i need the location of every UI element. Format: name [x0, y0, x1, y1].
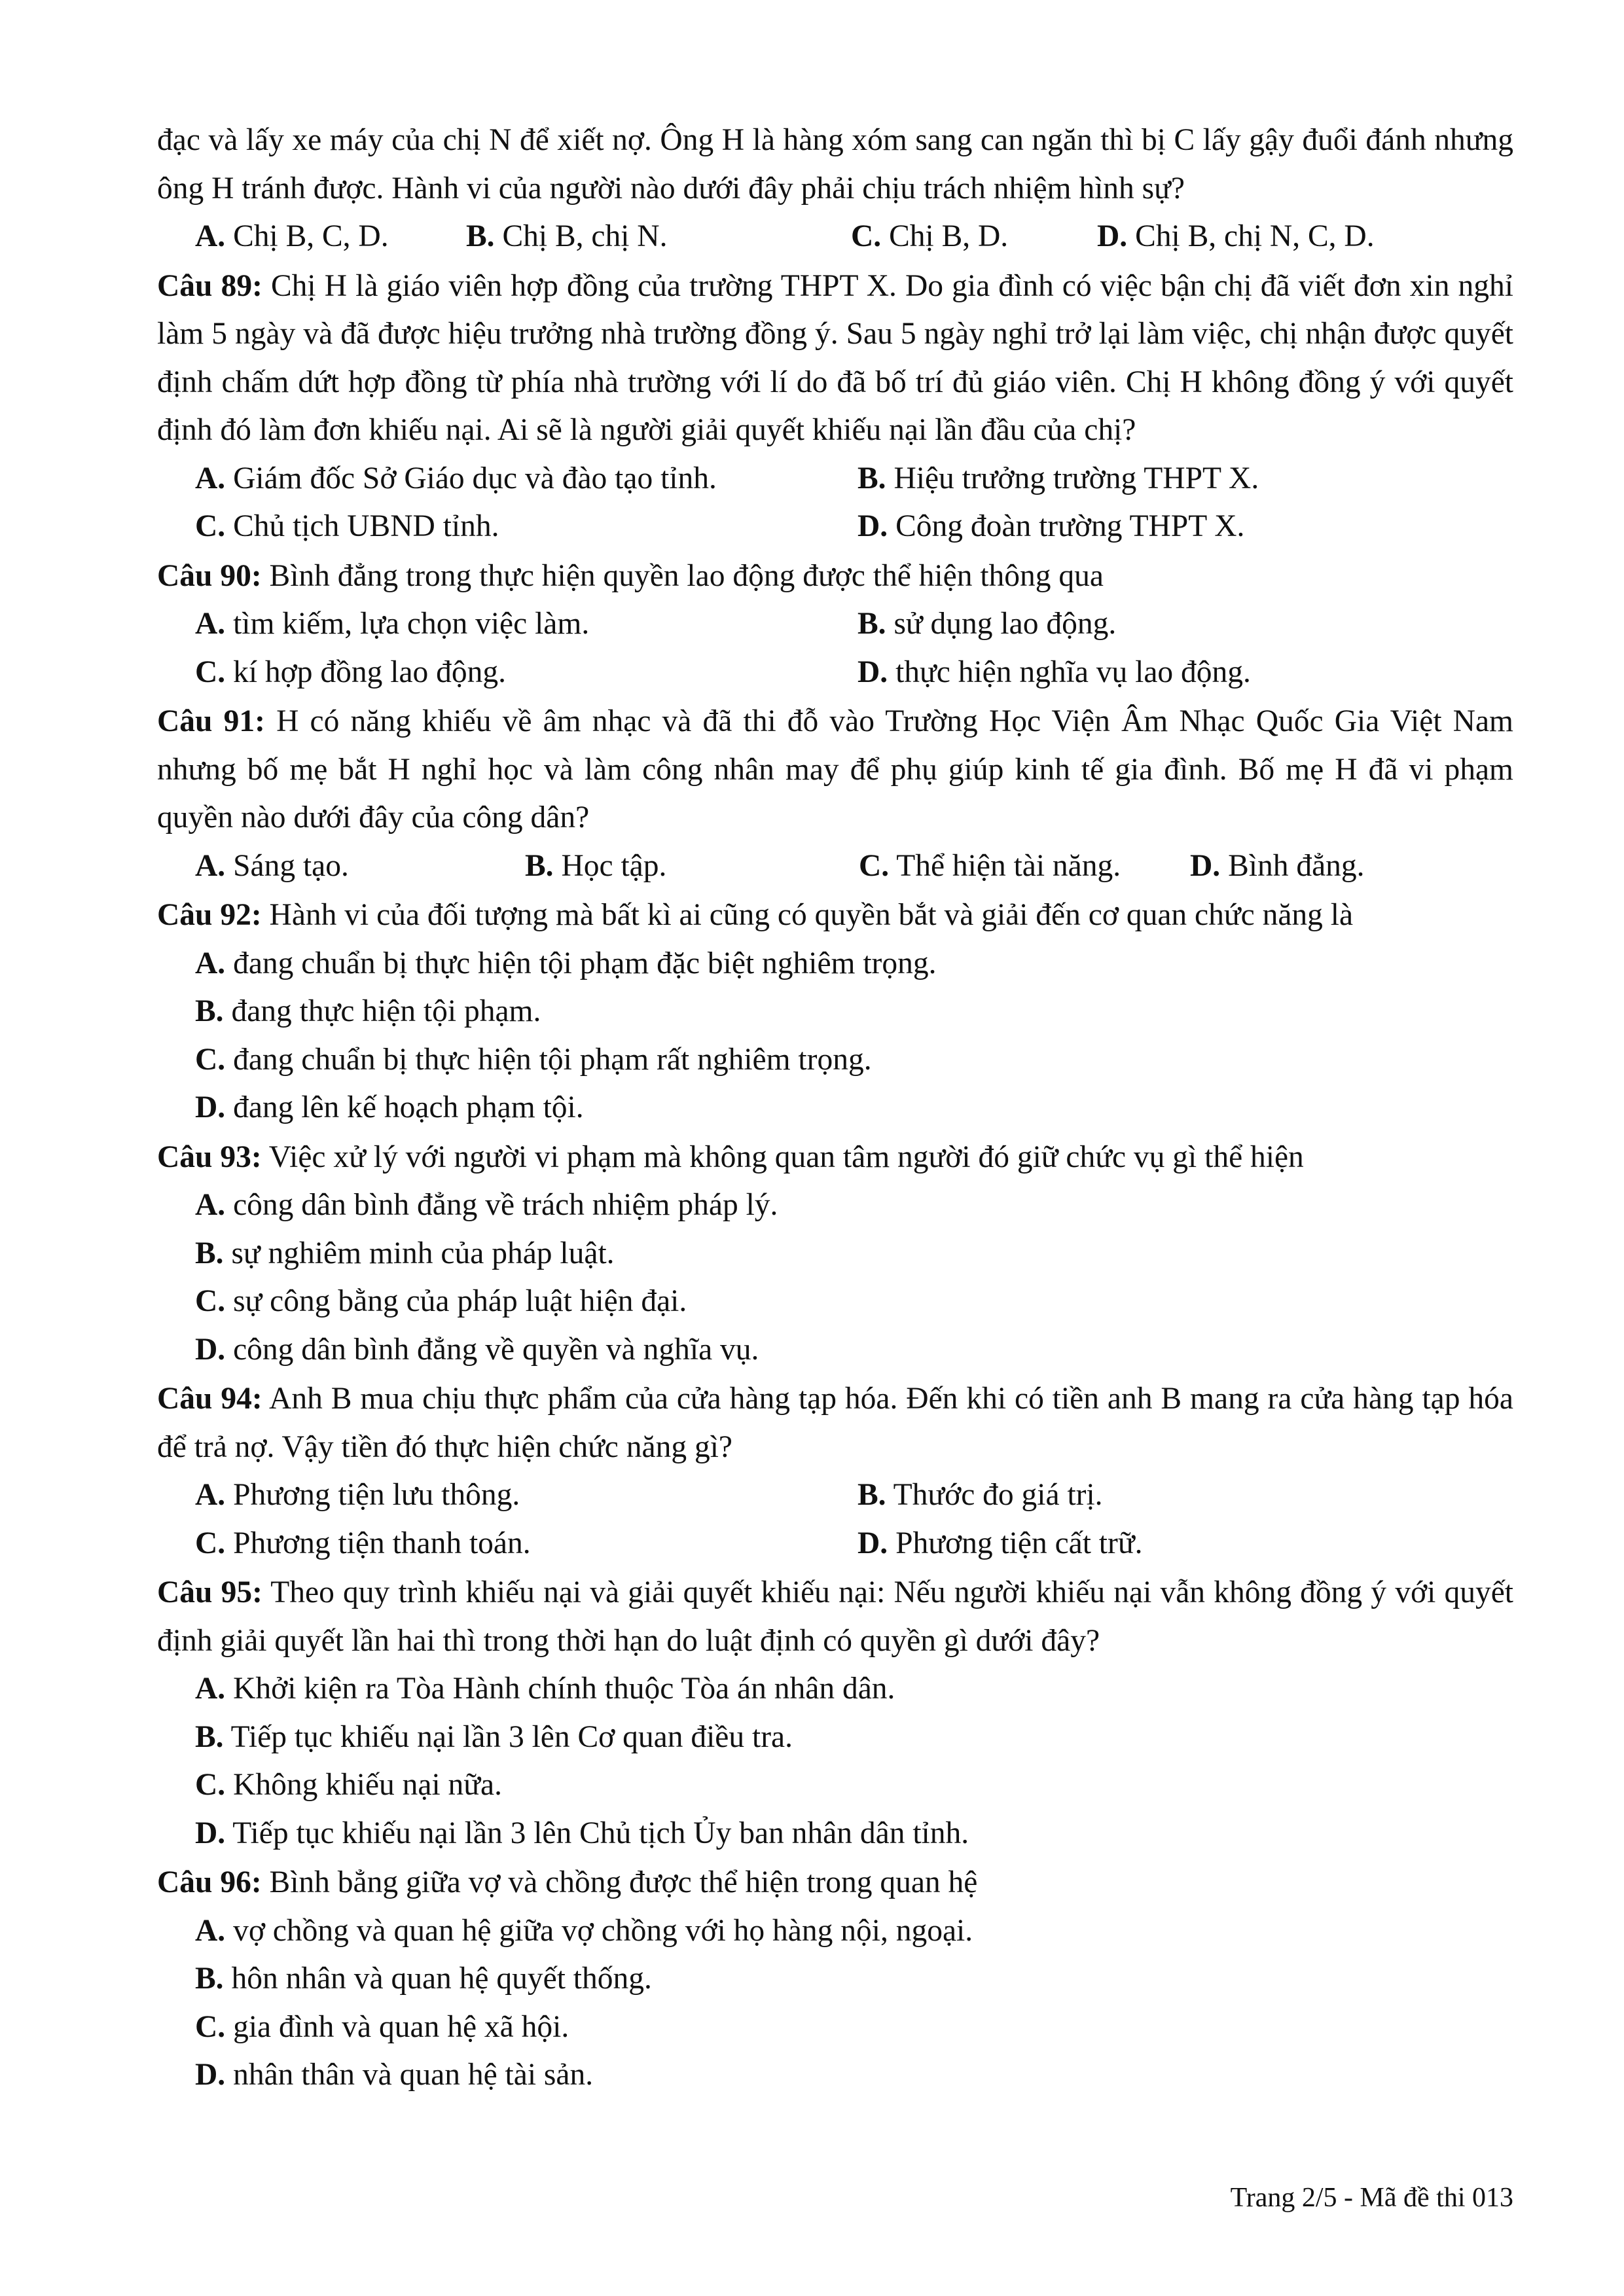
option-a: A. Giám đốc Sở Giáo dục và đào tạo tỉnh. — [195, 461, 717, 495]
question-text: Câu 95: Theo quy trình khiếu nại và giải quyết khiếu nại: Nếu người khiếu nại vẫn không đồng ý với quyết định giải quyết lần hai thì trong thời hạn do luật định có quyền gì dưới đây? — [157, 1575, 1513, 1658]
option-d: D. thực hiện nghĩa vụ lao động. — [857, 655, 1251, 689]
option-c: C. Phương tiện thanh toán. — [195, 1526, 531, 1560]
option-c: C. sự công bằng của pháp luật hiện đại. — [195, 1284, 687, 1318]
option-d: D. Công đoàn trường THPT X. — [857, 509, 1245, 543]
option-a: A. tìm kiếm, lựa chọn việc làm. — [195, 607, 590, 641]
question-text: Câu 96: Bình bẳng giữa vợ và chồng được thể hiện trong quan hệ — [157, 1865, 978, 1899]
question-text: Câu 94: Anh B mua chịu thực phẩm của cửa hàng tạp hóa. Đến khi có tiền anh B mang ra cửa hàng tạp hóa để trả nợ. Vậy tiền đó thực hiện chức năng gì? — [157, 1382, 1513, 1464]
question-text: đạc và lấy xe máy của chị N để xiết nợ. Ông H là hàng xóm sang can ngăn thì bị C lấy gậy đuổi đánh nhưng ông H tránh được. Hành vi của người nào dưới đây phải chịu trách nhiệm hình sự? — [157, 123, 1513, 206]
option-b: B. Chị B, chị N. — [466, 219, 668, 253]
option-b: B. Thước đo giá trị. — [857, 1478, 1103, 1512]
question-text: Câu 89: Chị H là giáo viên hợp đồng của trường THPT X. Do gia đình có việc bận chị đã viết đơn xin nghỉ làm 5 ngày và đã được hiệu trưởng nhà trường đồng ý. Sau 5 ngày nghỉ trở lại làm việc, chị nhận được quyết định chấm dứt hợp đồng từ phía nhà trường với lí do đã bố trí đủ giáo viên. Chị H không đồng ý với quyết định đó làm đơn khiếu nại. Ai sẽ là người giải quyết khiếu nại lần đầu của chị? — [157, 268, 1513, 447]
options-row — [157, 455, 1513, 503]
question-number: Câu 91: — [157, 704, 265, 738]
options-row — [157, 213, 1513, 261]
question-92 — [157, 891, 1513, 1132]
question-96 — [157, 1859, 1513, 2100]
option-b: B. đang thực hiện tội phạm. — [195, 994, 541, 1028]
options-row — [157, 1520, 1513, 1568]
options-row — [157, 649, 1513, 697]
question-number: Câu 94: — [157, 1382, 262, 1416]
question-number: Câu 96: — [157, 1865, 262, 1899]
question-number: Câu 90: — [157, 558, 262, 593]
option-c: C. Thể hiện tài năng. — [859, 848, 1121, 883]
question-number: Câu 95: — [157, 1575, 262, 1609]
option-d: D. đang lên kế hoạch phạm tội. — [195, 1090, 584, 1124]
question-text: Câu 92: Hành vi của đối tượng mà bất kì ai cũng có quyền bắt và giải đến cơ quan chức năng là — [157, 898, 1354, 932]
question-number: Câu 89: — [157, 268, 262, 303]
option-c: C. gia đình và quan hệ xã hội. — [195, 2009, 569, 2044]
question-text: Câu 93: Việc xử lý với người vi phạm mà không quan tâm người đó giữ chức vụ gì thể hiện — [157, 1139, 1304, 1174]
options-row — [157, 503, 1513, 551]
options-row — [157, 842, 1513, 891]
option-b: B. sử dụng lao động. — [857, 607, 1117, 641]
option-a: A. vợ chồng và quan hệ giữa vợ chồng với họ hàng nội, ngoại. — [195, 1913, 973, 1948]
option-a: A. Phương tiện lưu thông. — [195, 1478, 520, 1512]
question-94 — [157, 1375, 1513, 1568]
question-number: Câu 92: — [157, 898, 262, 932]
question-90 — [157, 552, 1513, 697]
question-text: Câu 90: Bình đẳng trong thực hiện quyền lao động được thể hiện thông qua — [157, 558, 1104, 593]
option-d: D. Bình đẳng. — [1190, 848, 1365, 883]
question-91 — [157, 698, 1513, 890]
option-b: B. Hiệu trưởng trường THPT X. — [857, 461, 1259, 495]
option-c: C. kí hợp đồng lao động. — [195, 655, 507, 689]
option-a: A. công dân bình đẳng về trách nhiệm pháp lý. — [195, 1188, 778, 1222]
question-text: Câu 91: H có năng khiếu về âm nhạc và đã thi đỗ vào Trường Học Viện Âm Nhạc Quốc Gia Việt Nam nhưng bố mẹ bắt H nghỉ học và làm công nhân may để phụ giúp kinh tế gia đình. Bố mẹ H đã vi phạm quyền nào dưới đây của công dân? — [157, 704, 1513, 834]
question-93 — [157, 1134, 1513, 1374]
option-b: B. hôn nhân và quan hệ quyết thống. — [195, 1962, 652, 1996]
question-intro — [157, 117, 1513, 261]
question-number: Câu 93: — [157, 1139, 262, 1174]
option-d: D. Chị B, chị N, C, D. — [1097, 219, 1375, 253]
option-b: B. sự nghiêm minh của pháp luật. — [195, 1236, 615, 1270]
option-d: D. nhân thân và quan hệ tài sản. — [195, 2058, 594, 2092]
option-a: A. Khởi kiện ra Tòa Hành chính thuộc Tòa án nhân dân. — [195, 1672, 895, 1706]
options-row — [157, 600, 1513, 649]
option-c: C. Chủ tịch UBND tỉnh. — [195, 509, 499, 543]
question-89 — [157, 262, 1513, 551]
option-d: D. Phương tiện cất trữ. — [857, 1526, 1143, 1560]
option-a: A. Sáng tạo. — [195, 848, 349, 883]
question-95 — [157, 1569, 1513, 1857]
option-d: D. công dân bình đẳng về quyền và nghĩa vụ. — [195, 1332, 759, 1367]
option-b: B. Tiếp tục khiếu nại lần 3 lên Cơ quan điều tra. — [195, 1719, 793, 1754]
options-row — [157, 1471, 1513, 1520]
option-c: C. Chị B, D. — [851, 219, 1009, 253]
option-a: A. đang chuẩn bị thực hiện tội phạm đặc biệt nghiêm trọng. — [195, 946, 937, 980]
option-b: B. Học tập. — [525, 848, 667, 883]
option-d: D. Tiếp tục khiếu nại lần 3 lên Chủ tịch Ủy ban nhân dân tỉnh. — [195, 1816, 969, 1850]
option-c: C. đang chuẩn bị thực hiện tội phạm rất nghiêm trọng. — [195, 1042, 872, 1077]
page-footer: Trang 2/5 - Mã đề thi 013 — [1230, 2183, 1513, 2213]
option-c: C. Không khiếu nại nữa. — [195, 1768, 503, 1802]
option-a: A. Chị B, C, D. — [195, 219, 389, 253]
exam-page — [157, 117, 1513, 2100]
